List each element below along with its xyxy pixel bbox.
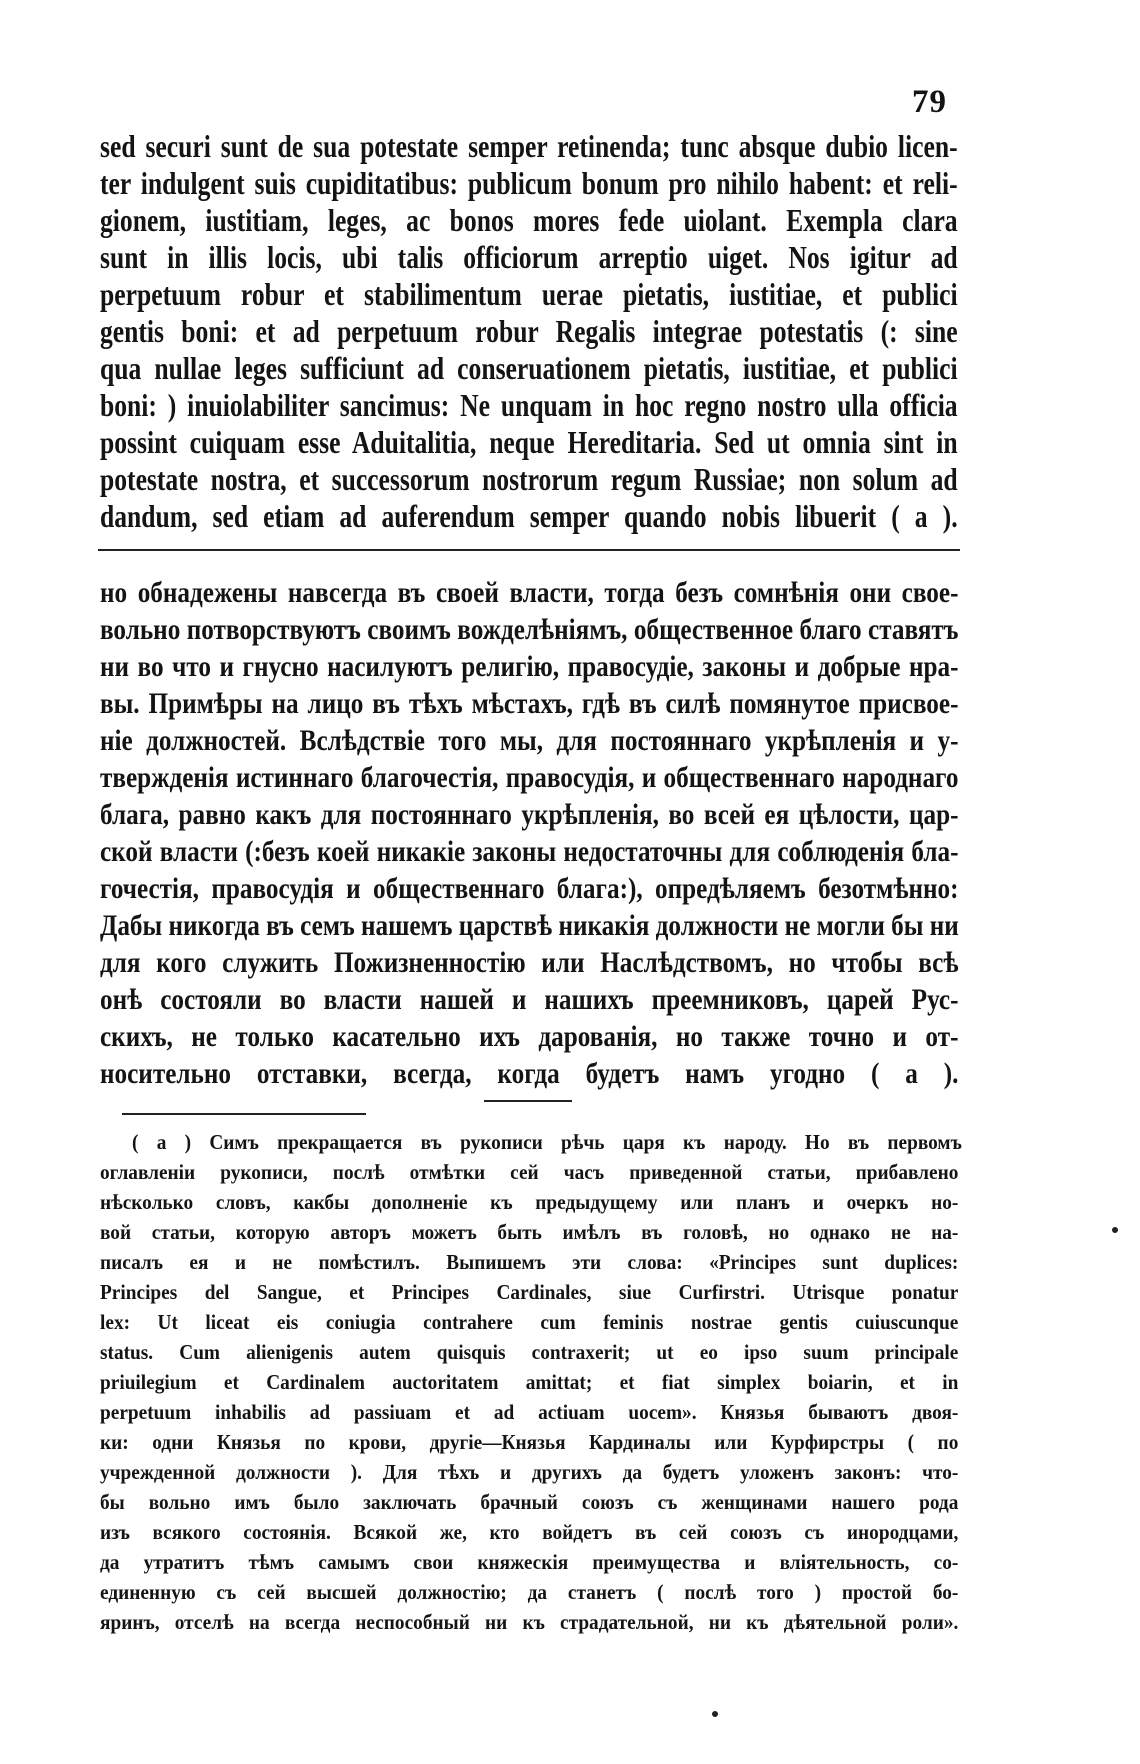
- footnote-line: оглавленіи рукописи, послѣ отмѣтки сей часъ приведенной статьи, прибавлено: [100, 1160, 959, 1184]
- footnote-line: изъ всякого состоянія. Всякой же, кто войдетъ въ сей союзъ съ инородцами,: [100, 1520, 959, 1544]
- russian-line: гочестія, правосудія и общественнаго блага:), опредѣляемъ безотмѣнно:: [100, 872, 959, 905]
- footnote-line: вой статьи, которую авторъ можетъ быть имѣлъ въ головѣ, но однако не на-: [100, 1220, 959, 1244]
- russian-line: блага, равно какъ для постояннаго укрѣпленія, во всей ея цѣлости, цар-: [100, 798, 959, 831]
- footnote-line: единенную съ сей высшей должностію; да станетъ ( послѣ того ) простой бо-: [100, 1580, 959, 1604]
- latin-line: boni: ) inuiolabiliter sancimus: Ne unquam in hoc regno nostro ulla officia: [100, 387, 958, 423]
- russian-line: ни во что и гнусно насилуютъ религію, правосудіе, законы и добрые нра-: [100, 650, 959, 683]
- latin-line: sed securi sunt de sua potestate semper retinenda; tunc absque dubio licen-: [100, 128, 958, 164]
- footnote-line: ки: одни Князья по крови, другіе—Князья Кардиналы или Курфирстры ( по: [100, 1430, 959, 1454]
- russian-line: твержденія истиннаго благочестія, правосудія, и общественнаго народнаго: [100, 761, 959, 794]
- paper-speck: [1112, 1227, 1118, 1233]
- latin-line: sunt in illis locis, ubi talis officiorum arreptio uiget. Nos igitur ad: [100, 239, 958, 275]
- footnote-line: priuilegium et Cardinalem auctoritatem amittat; et fiat simplex boiarin, et in: [100, 1370, 959, 1394]
- russian-line: ской власти (:безъ коей никакіе законы недостаточны для соблюденія бла-: [100, 835, 959, 868]
- russian-line: ніе должностей. Вслѣдствіе того мы, для постояннаго укрѣпленія и у-: [100, 724, 959, 757]
- latin-line: possint cuiquam esse Aduitalitia, neque Hereditaria. Sed ut omnia sint in: [100, 424, 958, 460]
- russian-line: но обнадежены навсегда въ своей власти, тогда безъ сомнѣнія они свое-: [100, 576, 959, 609]
- latin-line: ter indulgent suis cupiditatibus: publicum bonum pro nihilo habent: et reli-: [100, 165, 958, 201]
- russian-line: скихъ, не только касательно ихъ дарованія, но также точно и от-: [100, 1020, 959, 1053]
- footnote-line: бы вольно имъ было заключать брачный союзъ съ женщинами нашего рода: [100, 1490, 959, 1514]
- footnote-line: яринъ, отселѣ на всегда неспособный ни къ страдательной, ни къ дѣятельной роли».: [100, 1610, 959, 1634]
- latin-line: gionem, iustitiam, leges, ac bonos mores fede uiolant. Exempla clara: [100, 202, 958, 238]
- footnote-line: perpetuum inhabilis ad passiuam et ad actiuam uocem». Князья бываютъ двоя-: [100, 1400, 959, 1424]
- russian-line: Дабы никогда въ семъ нашемъ царствѣ никакія должности не могли бы ни: [100, 909, 959, 942]
- section-divider: [98, 549, 960, 551]
- latin-line: qua nullae leges sufficiunt ad conseruationem pietatis, iustitiae, et publici: [100, 350, 958, 386]
- russian-line: носительно отставки, всегда, когда будетъ намъ угодно ( а ).: [100, 1057, 959, 1090]
- latin-line: potestate nostra, et successorum nostrorum regum Russiae; non solum ad: [100, 461, 958, 497]
- russian-line: для кого служить Пожизненностію или Наслѣдствомъ, но чтобы всѣ: [100, 946, 959, 979]
- russian-line: вы. Примѣры на лицо въ тѣхъ мѣстахъ, гдѣ въ силѣ помянутое присвое-: [100, 687, 959, 720]
- footnote-separator-right: [484, 1100, 572, 1102]
- footnote-line: да утратитъ тѣмъ самымъ свои княжескія преимущества и вліятельность, со-: [100, 1550, 959, 1574]
- latin-line: perpetuum robur et stabilimentum uerae pietatis, iustitiae, et publici: [100, 276, 958, 312]
- russian-line: онѣ состояли во власти нашей и нашихъ преемниковъ, царей Рус-: [100, 983, 959, 1016]
- footnote-separator-left: [122, 1113, 366, 1115]
- russian-line: вольно потворствуютъ своимъ вожделѣніямъ, общественное благо ставятъ: [100, 613, 959, 646]
- footnote-line: Principes del Sangue, et Principes Cardinales, siue Curfirstri. Utrisque ponatur: [100, 1280, 959, 1304]
- page-number: 79: [912, 84, 947, 120]
- footnote-line: писалъ ея и не помѣстилъ. Выпишемъ эти слова: «Principes sunt duplices:: [100, 1250, 959, 1274]
- footnote-line: status. Cum alienigenis autem quisquis contraxerit; ut eo ipso suum principale: [100, 1340, 959, 1364]
- footnote-line: нѣсколько словъ, какбы дополненіе къ предыдущему или планъ и очеркъ но-: [100, 1190, 959, 1214]
- paper-speck: [712, 1711, 718, 1717]
- footnote-line: ( а ) Симъ прекращается въ рукописи рѣчь царя къ народу. Но въ первомъ: [132, 1130, 962, 1154]
- footnote-line: учрежденной должности ). Для тѣхъ и другихъ да будетъ уложенъ законъ: что-: [100, 1460, 959, 1484]
- footnote-line: lex: Ut liceat eis coniugia contrahere cum feminis nostrae gentis cuiuscunque: [100, 1310, 959, 1334]
- latin-line: dandum, sed etiam ad auferendum semper quando nobis libuerit ( a ).: [100, 498, 958, 534]
- latin-line: gentis boni: et ad perpetuum robur Regalis integrae potestatis (: sine: [100, 313, 958, 349]
